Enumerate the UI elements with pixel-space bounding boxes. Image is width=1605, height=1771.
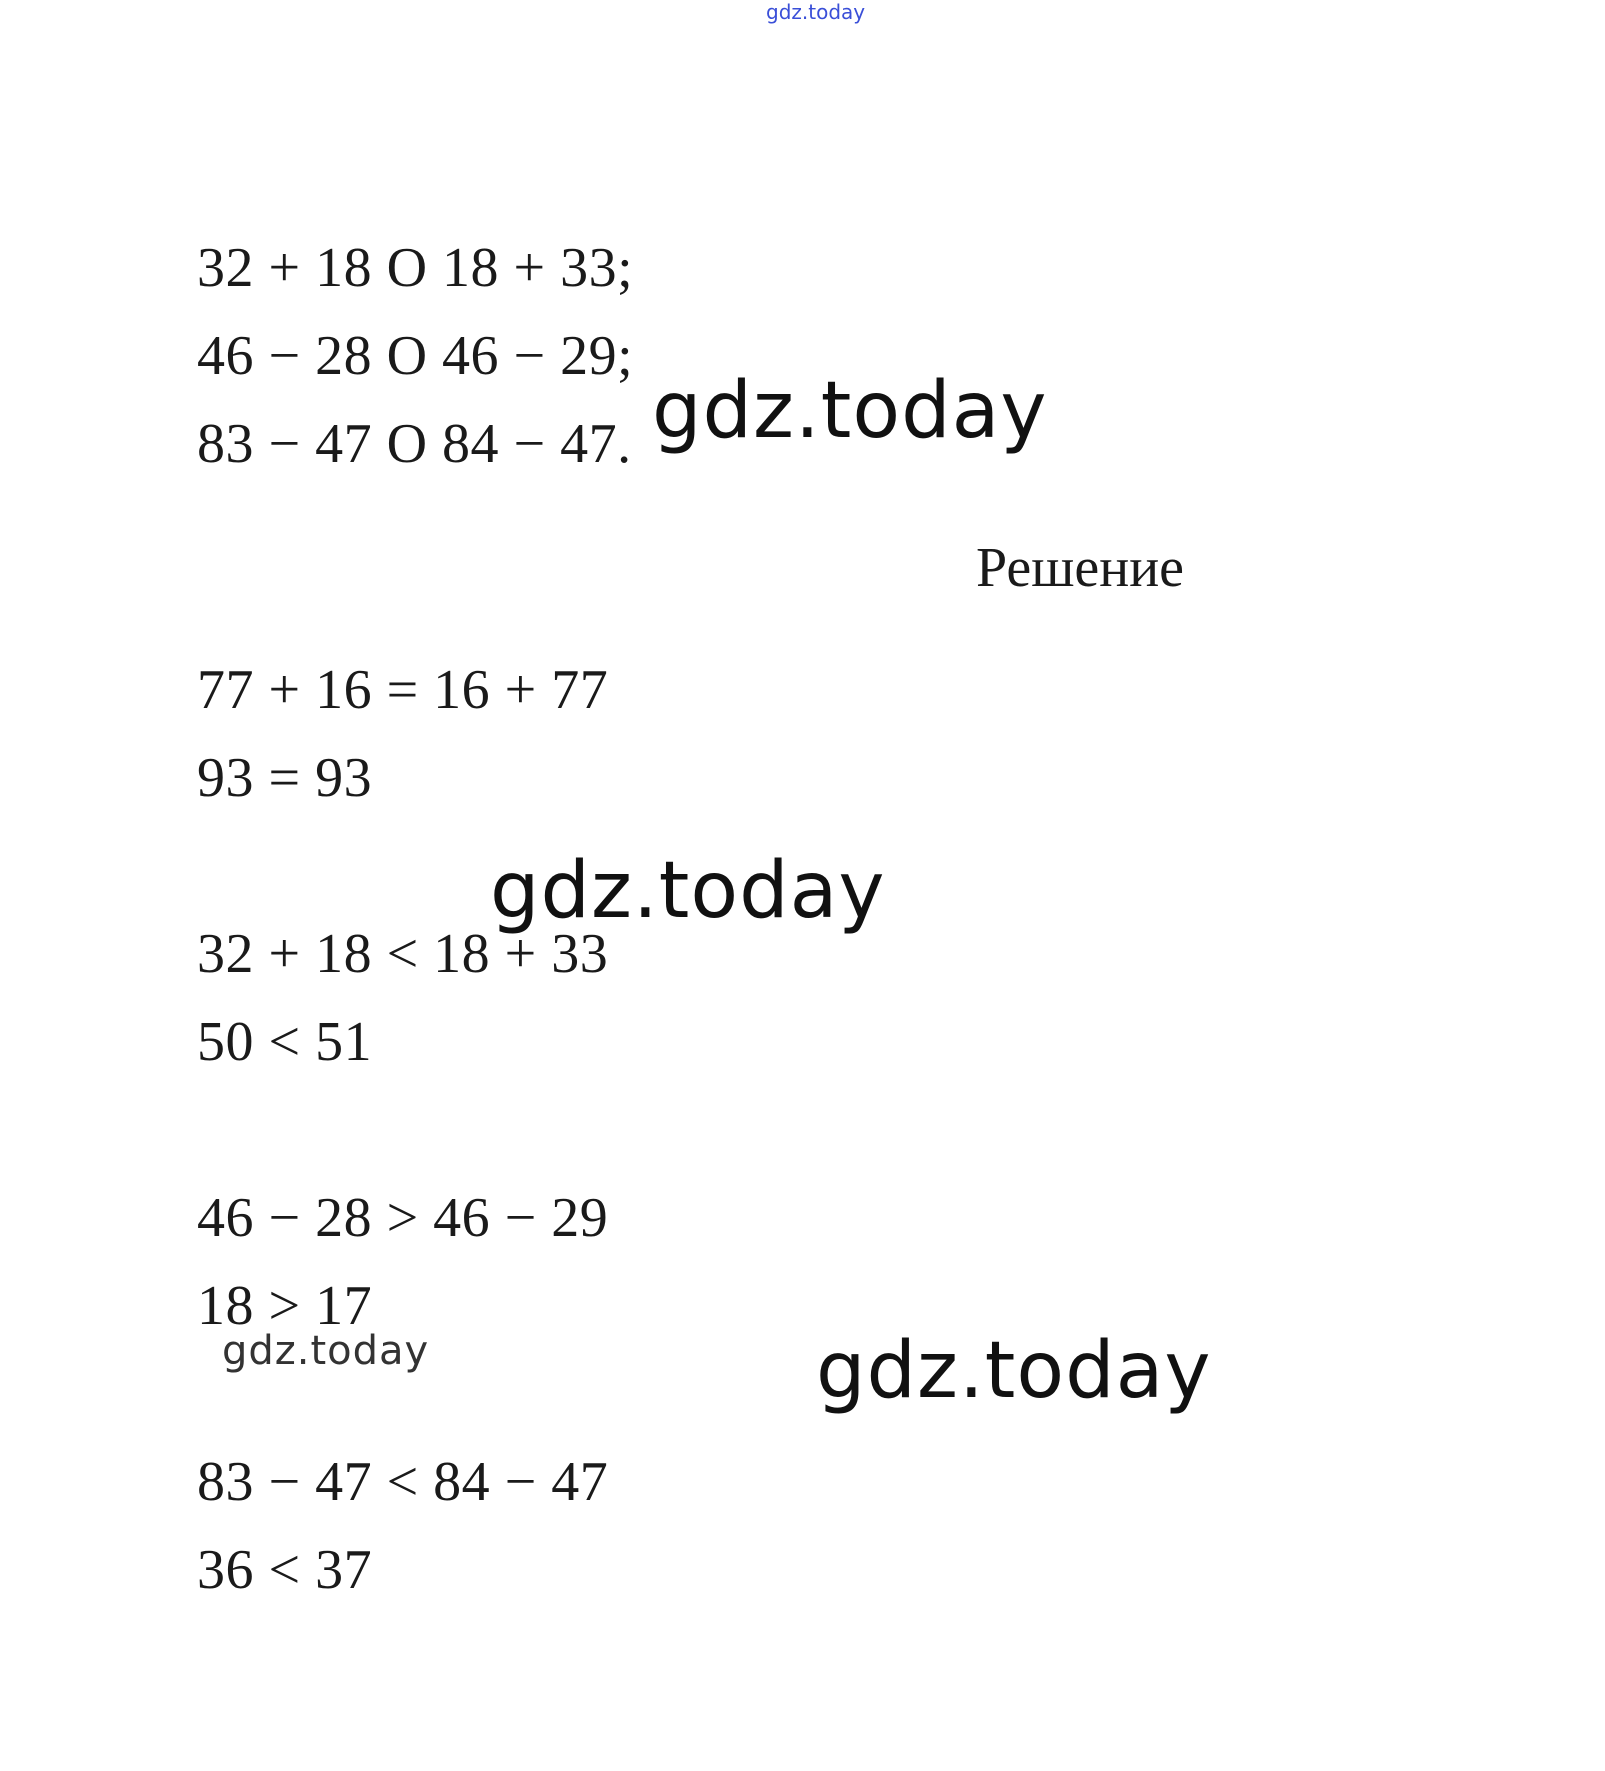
watermark-top: gdz.today [766, 0, 866, 24]
task-line-2: 46 − 28 O 46 − 29; [197, 325, 634, 387]
watermark-large-1: gdz.today [652, 366, 1048, 456]
solution-4-result: 36 < 37 [197, 1539, 373, 1601]
watermark-large-2: gdz.today [490, 846, 886, 936]
task-line-3: 83 − 47 O 84 − 47. [197, 413, 632, 475]
solution-2-expression: 32 + 18 < 18 + 33 [197, 923, 609, 985]
solution-3-result: 18 > 17 [197, 1275, 373, 1337]
solution-1-result: 93 = 93 [197, 747, 373, 809]
solution-heading: Решение [976, 537, 1185, 599]
solution-1-expression: 77 + 16 = 16 + 77 [197, 659, 609, 721]
watermark-large-3: gdz.today [816, 1326, 1212, 1416]
solution-4-expression: 83 − 47 < 84 − 47 [197, 1451, 609, 1513]
watermark-small: gdz.today [222, 1328, 430, 1374]
solution-2-result: 50 < 51 [197, 1011, 373, 1073]
task-line-1: 32 + 18 O 18 + 33; [197, 237, 634, 299]
solution-3-expression: 46 − 28 > 46 − 29 [197, 1187, 609, 1249]
